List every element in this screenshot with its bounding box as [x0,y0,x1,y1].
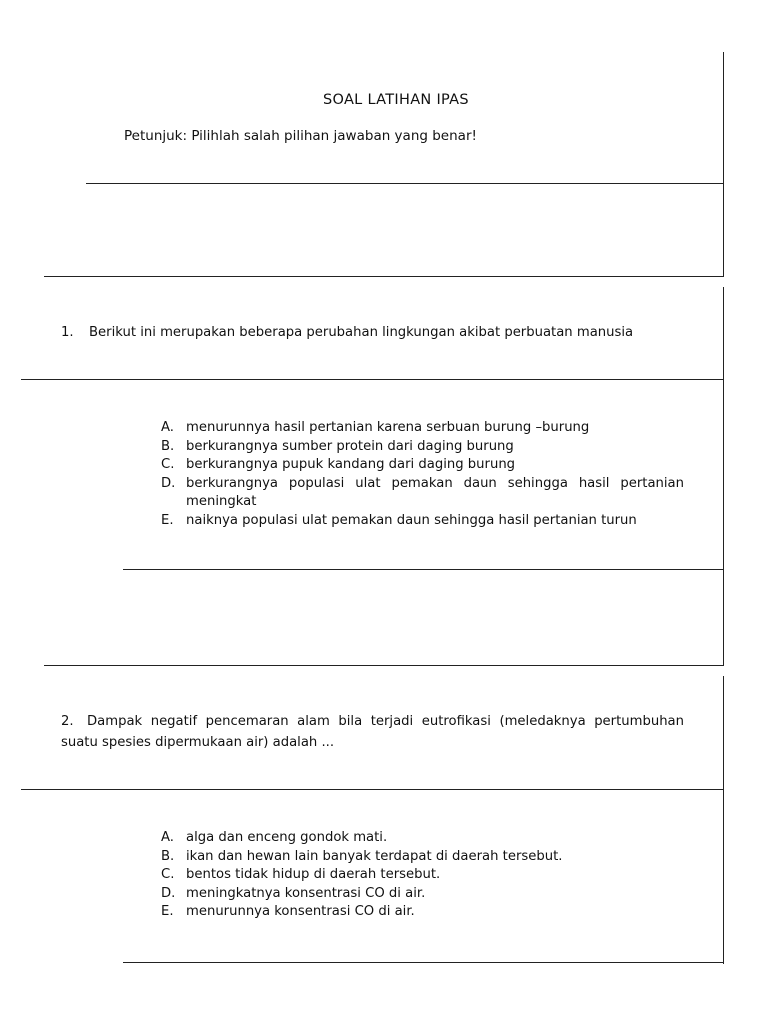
question-text: Berikut ini merupakan beberapa perubahan lingkungan akibat perbuatan manusia [89,325,634,340]
option-item[interactable] [161,512,684,531]
option-item[interactable] [161,829,684,848]
option-item[interactable] [161,419,684,438]
question-text: Dampak negatif pencemaran alam bila terjadi eutrofikasi (meledaknya pertumbuhan suatu spesies dipermukaan air) adalah ... [61,714,684,750]
frame-vertical-line [723,52,724,276]
option-item[interactable] [161,438,684,457]
option-letter: D. [161,885,176,901]
divider-line [123,569,724,570]
option-text: naiknya populasi ulat pemakan daun sehingga hasil pertanian turun [186,512,637,528]
divider-line [123,962,724,963]
option-item[interactable] [161,456,684,475]
option-text: alga dan enceng gondok mati. [186,830,388,845]
option-letter: D. [161,475,176,491]
options-list-2 [161,829,684,922]
question-1 [61,322,701,343]
divider-line [21,379,724,380]
option-text: menurunnya konsentrasi CO di air. [186,904,415,920]
option-letter: B. [161,848,175,864]
divider-line [44,276,724,277]
divider-line [21,789,724,790]
option-letter: A. [161,830,174,845]
question-number: 2. [61,714,74,729]
question-number: 1. [61,325,74,340]
divider-line [86,183,724,184]
option-text: meningkatnya konsentrasi CO di air. [186,885,426,901]
option-item[interactable] [161,475,684,512]
option-text: berkurangnya pupuk kandang dari daging burung [186,457,516,473]
option-item[interactable] [161,848,684,867]
option-letter: C. [161,457,175,473]
option-text: berkurangnya populasi ulat pemakan daun sehingga hasil pertanian meningkat [186,475,684,510]
option-item[interactable] [161,885,684,904]
option-letter: C. [161,867,175,883]
option-text: ikan dan hewan lain banyak terdapat di daerah tersebut. [186,848,563,864]
options-list-1 [161,419,684,531]
divider-line [44,665,724,666]
option-text: berkurangnya sumber protein dari daging burung [186,438,514,454]
option-letter: A. [161,420,174,435]
option-letter: E. [161,904,174,920]
question-2 [61,711,684,753]
page-title: SOAL LATIHAN IPAS [323,92,469,108]
option-item[interactable] [161,866,684,885]
option-letter: B. [161,438,175,454]
option-text: menurunnya hasil pertanian karena serbuan burung –burung [186,420,590,435]
instruction-text: Petunjuk: Pilihlah salah pilihan jawaban yang benar! [124,128,477,144]
option-letter: E. [161,512,174,528]
option-text: bentos tidak hidup di daerah tersebut. [186,867,441,883]
frame-vertical-line [723,287,724,665]
option-item[interactable] [161,903,684,922]
frame-vertical-line [723,676,724,964]
